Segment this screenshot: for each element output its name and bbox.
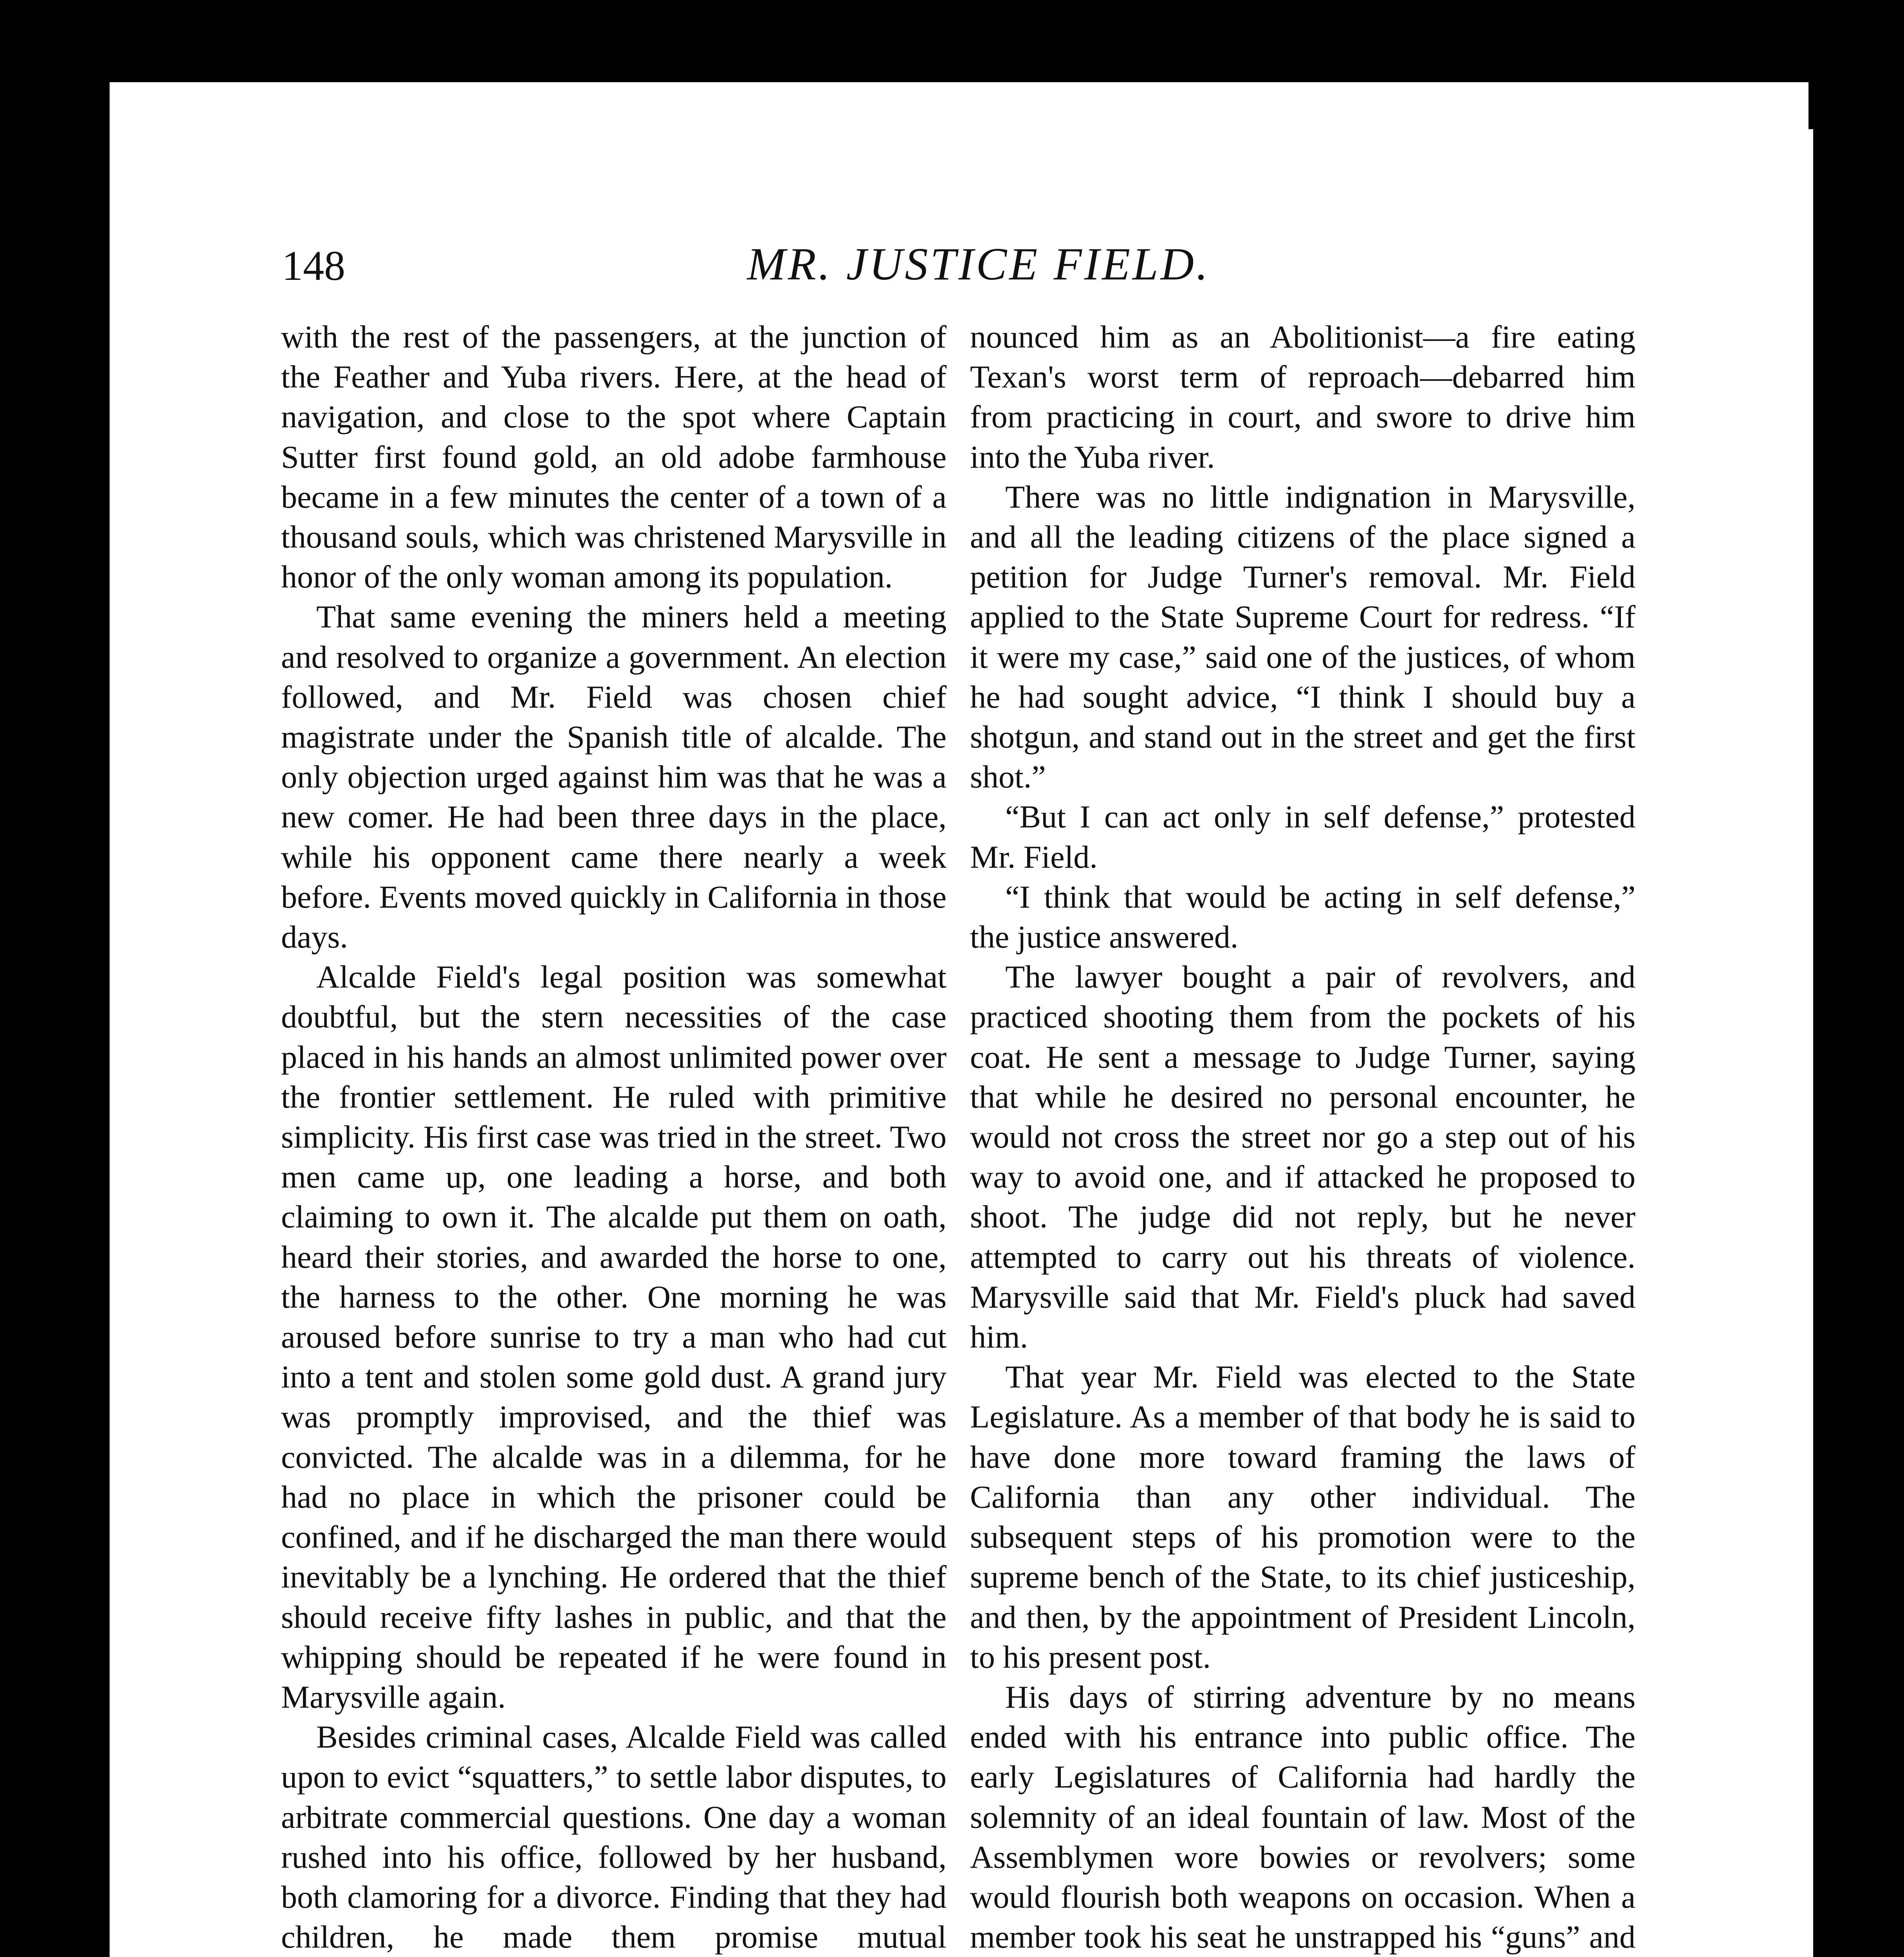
running-head: MR. JUSTICE FIELD. [747,238,1210,290]
page-header [282,231,1675,309]
paragraph: The lawyer bought a pair of revolvers, and practiced shooting them from the pockets of his coat. He sent a message to Judge Turner, saying that while he desired no personal encounter, he would not cross the street nor go a step out of his way to avoid one, and if attacked he proposed to shoot. The judge did not reply, but he never attempted to carry out his threats of violence. Marysville said that Mr. Field's pluck had saved him. [970,959,1635,1355]
left-column [281,317,947,1957]
next-page-edge [1808,129,1813,1957]
paragraph: nounced him as an Abolitionist—a fire eating Texan's worst term of reproach—debarred him from practicing in court, and swore to drive him into the Yuba river. [970,319,1635,475]
paragraph: with the rest of the passengers, at the junction of the Feather and Yuba rivers. Here, at the head of navigation, and close to the spot where Captain Sutter first found gold, an old adobe farmhouse became in a few minutes the center of a town of a thousand souls, which was christened Marysville in honor of the only woman among its population. [281,319,947,595]
paragraph: That same evening the miners held a meeting and resolved to organize a government. An election followed, and Mr. Field was chosen chief magistrate under the Spanish title of alcalde. The only objection urged against him was that he was a new comer. He had been three days in the place, while his opponent came there nearly a week before. Events moved quickly in California in those days. [281,599,947,955]
paragraph: Alcalde Field's legal position was somewhat doubtful, but the stern necessities of the case placed in his hands an almost unlimited power over the frontier settlement. He ruled with primitive simplicity. His first case was tried in the street. Two men came up, one leading a horse, and both claiming to own it. The alcalde put them on oath, heard their stories, and awarded the horse to one, the harness to the other. One morning he was aroused before sunrise to try a man who had cut into a tent and stolen some gold dust. A grand jury was promptly improvised, and the thief was convicted. The alcalde was in a dilemma, for he had no place in which the prisoner could be confined, and if he discharged the man there would inevitably be a lynching. He ordered that the thief should receive fifty lashes in public, and that the whipping should be repeated if he were found in Marysville again. [281,959,947,1715]
paragraph: Besides criminal cases, Alcalde Field was called upon to evict “squatters,” to settle labor disputes, to arbitrate commercial questions. One day a woman rushed into his office, followed by her husband, both clamoring for a divorce. Finding that they had children, he made them promise mutual [281,1719,947,1955]
paragraph: “I think that would be acting in self defense,” the justice answered. [970,879,1635,955]
paragraph: “But I can act only in self defense,” protested Mr. Field. [970,799,1635,875]
page-number: 148 [282,243,345,289]
paragraph: There was no little indignation in Marysville, and all the leading citizens of the place signed a petition for Judge Turner's removal. Mr. Field applied to the State Supreme Court for redress. “If it were my case,” said one of the justices, of whom he had sought advice, “I think I should buy a shotgun, and stand out in the street and get the first shot.” [970,479,1635,795]
right-column [970,317,1635,1957]
paragraph: That year Mr. Field was elected to the State Legislature. As a member of that body he is said to have done more toward framing the laws of California than any other individual. The subsequent steps of his promotion were to the supreme bench of the State, to its chief justiceship, and then, by the appointment of President Lincoln, to his present post. [970,1359,1635,1675]
paragraph: His days of stirring adventure by no means ended with his entrance into public office. The early Legislatures of California had hardly the solemnity of an ideal fountain of law. Most of the Assemblymen wore bowies or revolvers; some would flourish both weapons on occasion. When a member took his seat he unstrapped his “guns” and [970,1679,1635,1955]
